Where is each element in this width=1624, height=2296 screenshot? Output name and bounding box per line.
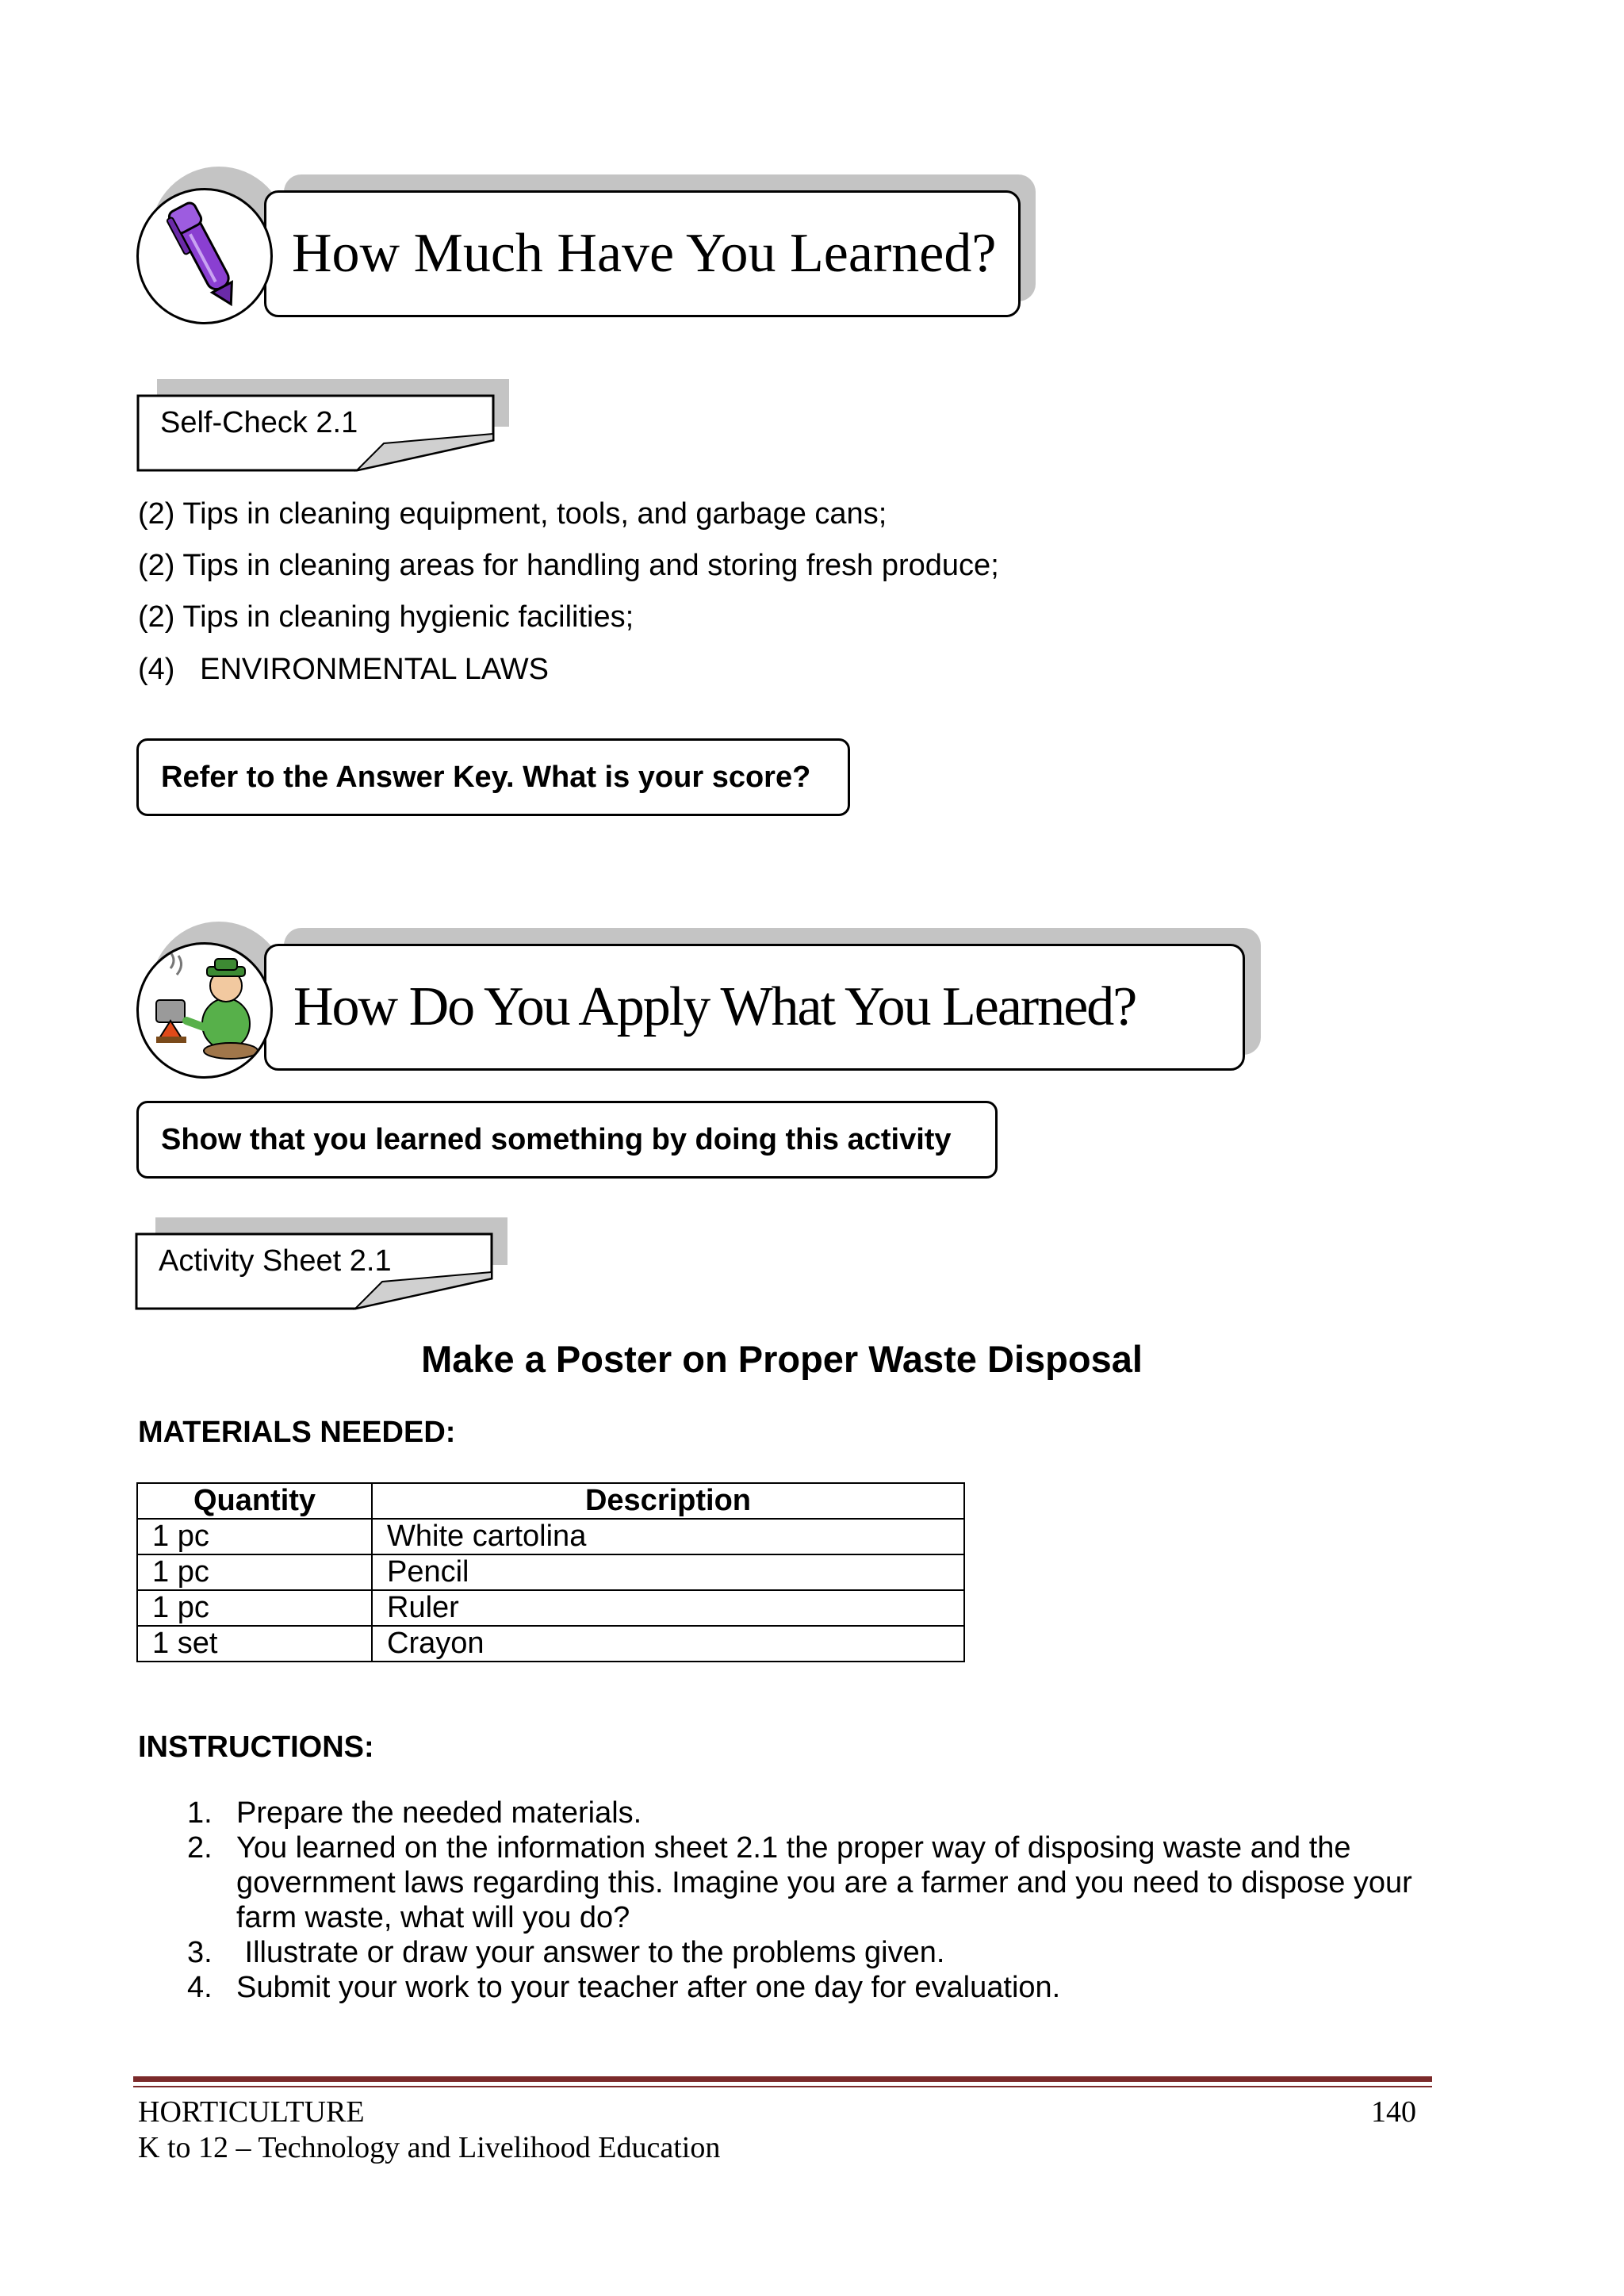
table-cell: Crayon — [372, 1626, 964, 1662]
pen-icon — [139, 190, 270, 322]
materials-heading: MATERIALS NEEDED: — [138, 1416, 456, 1449]
footer-rule — [133, 2086, 1432, 2087]
section-title-box — [264, 944, 1245, 1071]
table-header-row — [137, 1483, 964, 1519]
page-number: 140 — [1371, 2095, 1416, 2129]
table-row — [137, 1519, 964, 1554]
table-cell: White cartolina — [372, 1519, 964, 1554]
section-title: How Do You Apply What You Learned? — [293, 976, 1136, 1037]
self-check-item: (2) Tips in cleaning hygienic facilities; — [138, 600, 634, 634]
list-item-text: Prepare the needed materials. — [236, 1796, 642, 1830]
list-item — [138, 1830, 1470, 1935]
instructions-heading: INSTRUCTIONS: — [138, 1731, 374, 1764]
activity-title: Make a Poster on Proper Waste Disposal — [421, 1338, 1143, 1380]
materials-table — [136, 1482, 965, 1662]
answer-key-text: Refer to the Answer Key. What is your score? — [161, 760, 811, 794]
table-row — [137, 1554, 964, 1590]
list-item-number: 2. — [187, 1831, 213, 1865]
list-item — [138, 1935, 1470, 1970]
footer-subject: HORTICULTURE — [138, 2095, 365, 2129]
self-check-item: (4) ENVIRONMENTAL LAWS — [138, 653, 549, 686]
activity-prompt — [136, 1101, 998, 1179]
self-check-item: (2) Tips in cleaning equipment, tools, and garbage cans; — [138, 497, 887, 531]
activity-prompt-text: Show that you learned something by doing this activity — [161, 1122, 952, 1156]
section-title: How Much Have You Learned? — [292, 223, 997, 284]
pen-icon-circle — [136, 188, 273, 324]
list-item-number: 4. — [187, 1971, 213, 2004]
table-row — [137, 1590, 964, 1626]
section-title-box — [264, 190, 1021, 317]
list-item-number: 1. — [187, 1796, 213, 1830]
self-check-label: Self-Check 2.1 — [160, 406, 358, 439]
table-header-cell: Quantity — [137, 1483, 372, 1519]
table-cell: Pencil — [372, 1554, 964, 1590]
list-item — [138, 1796, 1470, 1830]
farmer-icon — [139, 945, 270, 1076]
table-cell: 1 pc — [137, 1519, 372, 1554]
answer-key-prompt — [136, 738, 850, 816]
footer-rule — [133, 2076, 1432, 2082]
self-check-item: (2) Tips in cleaning areas for handling and storing fresh produce; — [138, 549, 999, 582]
footer-program: K to 12 – Technology and Livelihood Education — [138, 2131, 721, 2164]
table-cell: 1 set — [137, 1626, 372, 1662]
list-item-number: 3. — [187, 1936, 213, 1969]
list-item-text: Illustrate or draw your answer to the problems given. — [236, 1936, 945, 1969]
list-item — [138, 1970, 1470, 2005]
table-cell: 1 pc — [137, 1590, 372, 1626]
instructions-list — [138, 1796, 1470, 2005]
activity-sheet-label: Activity Sheet 2.1 — [159, 1244, 392, 1278]
table-header-cell: Description — [372, 1483, 964, 1519]
table-cell: 1 pc — [137, 1554, 372, 1590]
farmer-icon-circle — [136, 942, 273, 1079]
table-cell: Ruler — [372, 1590, 964, 1626]
list-item-text: You learned on the information sheet 2.1 the proper way of disposing waste and the government laws regarding this. Imagine you are a farmer and you need to dispose your farm waste, what will you do? — [236, 1831, 1412, 1934]
list-item-text: Submit your work to your teacher after one day for evaluation. — [236, 1971, 1061, 2004]
table-row — [137, 1626, 964, 1662]
